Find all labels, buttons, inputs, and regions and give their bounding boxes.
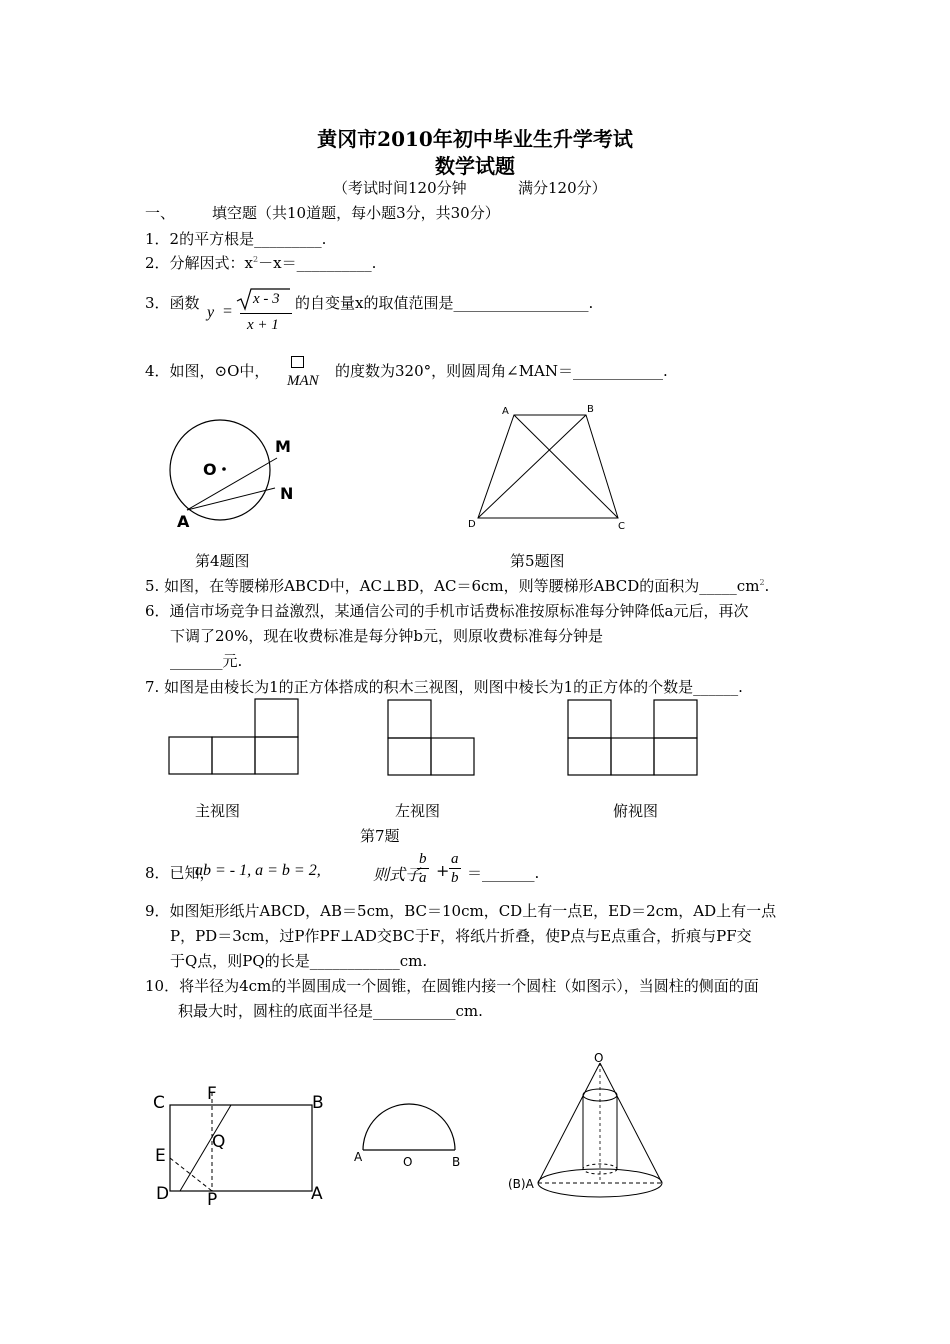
fig4-label-o: O bbox=[203, 460, 217, 479]
fig9-label-b: B bbox=[312, 1093, 324, 1113]
figure-4-caption: 第4题图 bbox=[195, 552, 250, 570]
fraction-a-over-b bbox=[449, 850, 461, 887]
question-3-denominator: x + 1 bbox=[247, 317, 279, 333]
question-8-plus: + bbox=[436, 861, 450, 880]
question-5-end: . bbox=[764, 577, 770, 595]
question-9-line-2: P，PD＝3cm，过P作PF⊥AD交BC于F，将纸片折叠，使P点与E点重合，折痕与PF交 bbox=[170, 927, 752, 945]
fig5-label-d: D bbox=[468, 519, 476, 530]
figure-5-trapezoid bbox=[465, 400, 635, 535]
figure-9-rectangle bbox=[145, 1075, 340, 1215]
fig9-label-a: A bbox=[311, 1184, 323, 1204]
fig4-label-a: A bbox=[177, 512, 190, 531]
question-4-suffix: 的度数为320°，则圆周角∠MAN＝____________. bbox=[335, 362, 668, 380]
question-2-suffix: －x＝__________. bbox=[258, 254, 377, 272]
question-8-prefix: 8．已知， bbox=[145, 864, 215, 882]
arc-symbol-icon bbox=[291, 356, 304, 368]
figure-7-caption: 第7题 bbox=[360, 827, 400, 845]
question-5-text: 5. 如图，在等腰梯形ABCD中，AC⊥BD，AC＝6cm，则等腰梯形ABCD的面积为_____cm bbox=[145, 577, 760, 595]
question-3-equals: = bbox=[222, 303, 233, 320]
question-2 bbox=[145, 252, 376, 273]
question-6-line-3: _______元. bbox=[170, 652, 243, 670]
question-8-condition: ab = - 1, a = b = 2, bbox=[195, 862, 321, 879]
fig9-label-f: F bbox=[207, 1084, 217, 1104]
fig9-label-d: D bbox=[156, 1184, 170, 1204]
question-9-line-1: 9．如图矩形纸片ABCD，AB＝5cm，BC＝10cm，CD上有一点E，ED＝2cm，AD上有一点 bbox=[145, 902, 777, 920]
fig10b-label-ba: (B)A bbox=[508, 1177, 534, 1191]
fig9-label-e: E bbox=[155, 1146, 166, 1166]
fig10a-label-a: A bbox=[354, 1150, 363, 1164]
question-1: 1．2的平方根是_________. bbox=[145, 230, 327, 248]
fig5-label-a: A bbox=[502, 406, 509, 417]
question-3-suffix: 的自变量x的取值范围是__________________. bbox=[295, 294, 594, 312]
front-view-label: 主视图 bbox=[195, 802, 241, 820]
question-2-prefix: 2．分解因式：x bbox=[145, 254, 254, 272]
question-3-prefix: 3．函数 bbox=[145, 294, 200, 312]
fig10a-label-b: B bbox=[452, 1155, 461, 1169]
fig5-label-b: B bbox=[587, 404, 594, 415]
exam-subtitle: 数学试题 bbox=[435, 154, 515, 178]
question-10-line-1: 10．将半径为4cm的半圆围成一个圆锥，在圆锥内接一个圆柱（如图示），当圆柱的侧面的面 bbox=[145, 977, 759, 995]
exam-time: （考试时间120分钟 bbox=[333, 179, 467, 197]
question-8-suffix: ＝_______. bbox=[467, 864, 540, 882]
fig4-label-m: M bbox=[275, 437, 291, 456]
section-number: 一、 bbox=[145, 204, 176, 222]
question-7: 7. 如图是由棱长为1的正方体搭成的积木三视图，则图中棱长为1的正方体的个数是______. bbox=[145, 678, 743, 696]
fig9-label-q: Q bbox=[212, 1132, 226, 1152]
fraction-1-denominator: a bbox=[419, 870, 427, 886]
figure-7-views bbox=[160, 695, 720, 785]
fraction-2-denominator: b bbox=[451, 870, 459, 886]
fig10b-label-o: O bbox=[594, 1051, 604, 1065]
fig9-label-c: C bbox=[153, 1093, 165, 1113]
question-6-line-2: 下调了20%，现在收费标准是每分钟b元，则原收费标准每分钟是 bbox=[170, 627, 603, 645]
fig5-label-c: C bbox=[618, 521, 625, 532]
exam-title: 黄冈市2010年初中毕业生升学考试 bbox=[317, 127, 633, 151]
exam-score: 满分120分） bbox=[518, 179, 607, 197]
question-3-y: y bbox=[207, 304, 215, 321]
question-4-arc: MAN bbox=[287, 373, 319, 389]
section-title: 填空题（共10道题，每小题3分，共30分） bbox=[212, 204, 500, 222]
fraction-bar bbox=[240, 313, 292, 314]
question-8-mid: 则式子 bbox=[373, 867, 422, 884]
figure-10-semicircle bbox=[340, 1090, 470, 1175]
fraction-1-numerator: b bbox=[419, 851, 427, 867]
left-view-label: 左视图 bbox=[395, 802, 441, 820]
question-3-numerator: x - 3 bbox=[253, 291, 280, 307]
question-9-line-3: 于Q点，则PQ的长是____________cm. bbox=[170, 952, 428, 970]
question-2-exponent: 2 bbox=[253, 255, 259, 264]
question-10-line-2: 积最大时，圆柱的底面半径是___________cm. bbox=[178, 1002, 483, 1020]
question-5 bbox=[145, 575, 769, 596]
fraction-2-numerator: a bbox=[451, 851, 459, 867]
figure-5-caption: 第5题图 bbox=[510, 552, 565, 570]
fraction-b-over-a bbox=[417, 850, 429, 887]
figure-10-cone bbox=[505, 1045, 680, 1205]
fig4-label-n: N bbox=[280, 484, 294, 503]
top-view bbox=[568, 700, 697, 775]
figure-4-circle bbox=[165, 415, 305, 535]
question-5-unit-exponent: 2 bbox=[759, 578, 765, 587]
left-view bbox=[388, 700, 474, 775]
question-4-prefix: 4．如图，⊙O中， bbox=[145, 362, 270, 380]
top-view-label: 俯视图 bbox=[613, 802, 659, 820]
fig10a-label-o: O bbox=[403, 1155, 413, 1169]
question-6-line-1: 6．通信市场竞争日益激烈，某通信公司的手机市话费标准按原标准每分钟降低a元后，再次 bbox=[145, 602, 749, 620]
front-view bbox=[169, 699, 298, 774]
fig9-label-p: P bbox=[207, 1190, 218, 1210]
